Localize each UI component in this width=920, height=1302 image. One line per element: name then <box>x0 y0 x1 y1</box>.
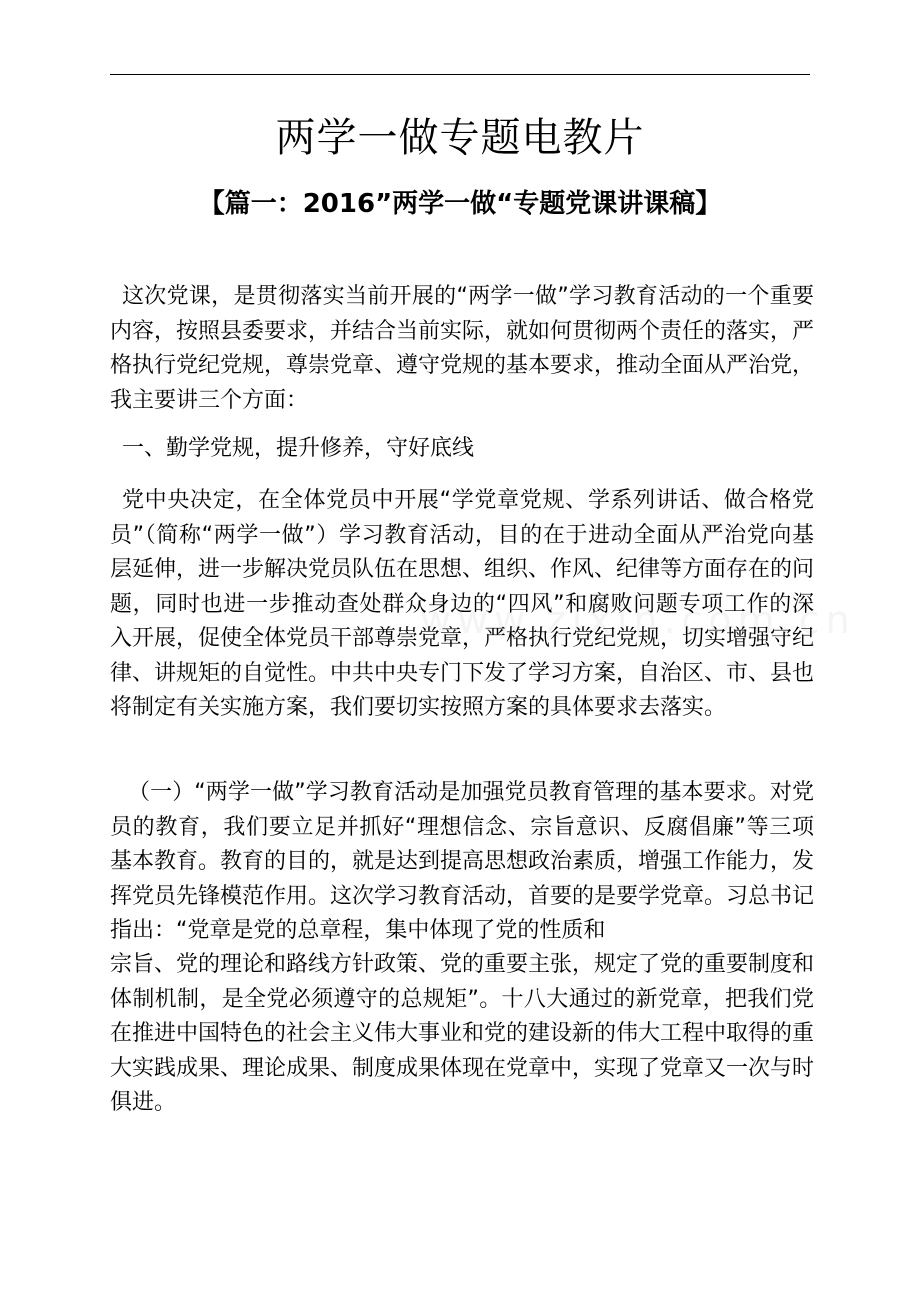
paragraph-continuation: 宗旨、党的理论和路线方针政策、党的重要主张，规定了党的重要制度和体制机制，是全党必须遵守的总规矩”。十八大通过的新党章，把我们党在推进中国特色的社会主义伟大事业和党的建设新的伟大工程中取得的重大实践成果、理论成果、制度成果体现在党章中，实现了党章又一次与时俱进。 <box>110 952 815 1115</box>
document-subtitle: 【篇一：2016”两学一做“专题党课讲课稿】 <box>198 189 722 219</box>
paragraph-intro: 这次党课，是贯彻落实当前开展的“两学一做”学习教育活动的一个重要内容，按照县委要求，并结合当前实际，就如何贯彻两个责任的落实，严格执行党纪党规，尊崇党章、遵守党规的基本要求，推动全面从严治党，我主要讲三个方面： <box>110 284 815 413</box>
document-title: 两学一做专题电教片 <box>275 115 645 161</box>
header-rule <box>110 74 810 75</box>
section-heading: 一、勤学党规，提升修养，守好底线 <box>122 436 475 461</box>
paragraph-subsection: （一）“两学一做”学习教育活动是加强党员教育管理的基本要求。对党员的教育，我们要立足并抓好“理想信念、宗旨意识、反腐倡廉”等三项基本教育。教育的目的，就是达到提高思想政治素质，增强工作能力，发挥党员先锋模范作用。这次学习教育活动，首要的是要学党章。习总书记指出：“党章是党的总章程，集中体现了党的性质和 <box>110 780 815 943</box>
paragraph-body: 党中央决定，在全体党员中开展“学党章党规、学系列讲话、做合格党员”（简称“两学一做”）学习教育活动，目的在于进动全面从严治党向基层延伸，进一步解决党员队伍在思想、组织、作风、纪律等方面存在的问题，同时也进一步推动查处群众身边的“四风”和腐败问题专项工作的深入开展，促使全体党员干部尊崇党章，严格执行党纪党规，切实增强守纪律、讲规矩的自觉性。中共中央专门下发了学习方案，自治区、市、县也将制定有关实施方案，我们要切实按照方案的具体要求去落实。 <box>110 488 815 720</box>
